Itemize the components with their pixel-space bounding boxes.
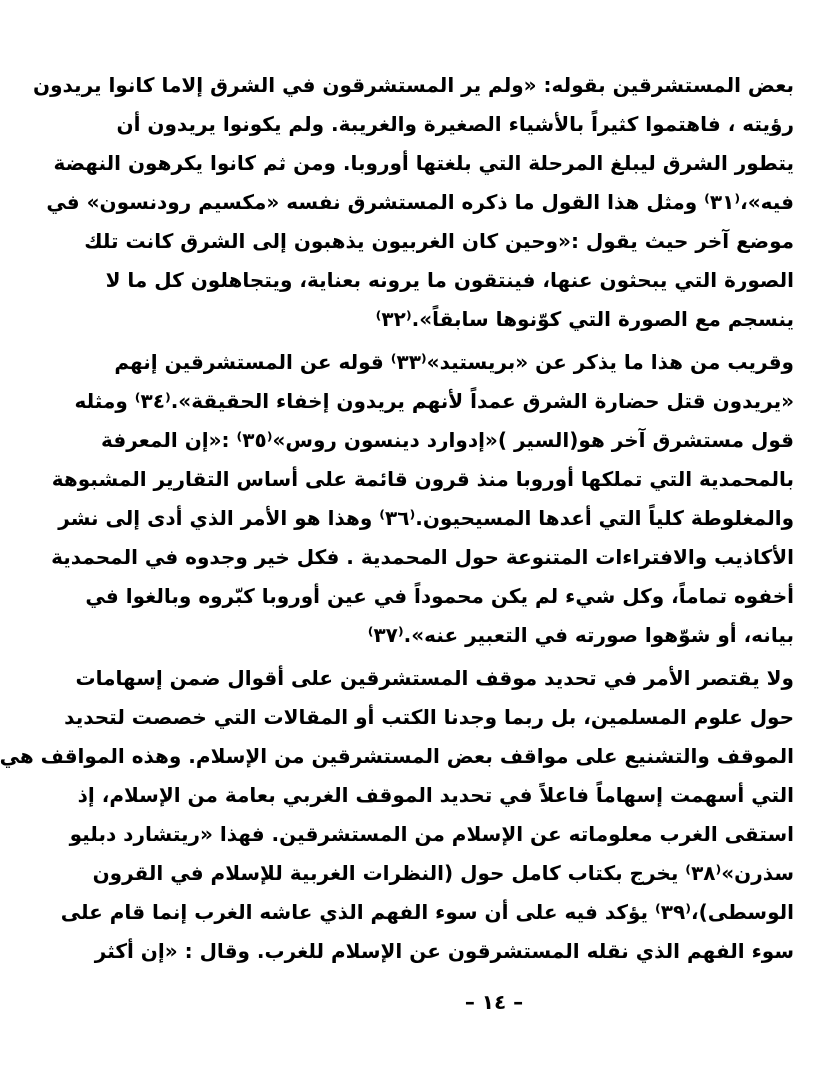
text-line: أخفوه تماماً، وكل شيء لم يكن محموداً في عين أوروبا كبّروه وبالغوا في [85,584,794,608]
text-line: ينسجم مع الصورة التي كوّنوها سابقاً».⁽٣٢⁾ [375,307,794,331]
text-line: بعض المستشرقين بقوله: «ولم ير المستشرقون في الشرق إلاما كانوا يريدون [33,73,794,97]
text-line: وقريب من هذا ما يذكر عن «بريستيد»⁽٣٣⁾ قوله عن المستشرقين إنهم [114,350,794,374]
text-line: فيه»،⁽٣١⁾ ومثل هذا القول ما ذكره المستشرق نفسه «مكسيم رودنسون» في [46,190,794,214]
paragraph-3 [0,659,794,971]
text-line: استقى الغرب معلوماته عن الإسلام من المستشرقين. فهذا «ريتشارد دبليو [69,822,794,846]
text-line: سذرن»⁽٣٨⁾ يخرج بكتاب كامل حول (النظرات الغربية للإسلام في القرون [92,861,794,885]
text-line: والمغلوطة كلياً التي أعدها المسيحيون.⁽٣٦⁾ وهذا هو الأمر الذي أدى إلى نشر [58,506,794,530]
text-line: التي أسهمت إسهاماً فاعلاً في تحديد الموقف الغربي بعامة من الإسلام، إذ [77,783,794,807]
text-line: بالمحمدية التي تملكها أوروبا منذ قرون قائمة على أساس التقارير المشبوهة [51,467,794,491]
text-line: الأكاذيب والافتراءات المتنوعة حول المحمدية . فكل خير وجدوه في المحمدية [51,545,794,569]
text-line: رؤيته ، فاهتموا كثيراً بالأشياء الصغيرة والغريبة. ولم يكونوا يريدون أن [116,112,794,136]
page-number: – ١٤ – [464,990,524,1014]
text-line: موضع آخر حيث يقول :«وحين كان الغربيون يذهبون إلى الشرق كانت تلك [84,229,794,253]
text-line: ولا يقتصر الأمر في تحديد موقف المستشرقين على أقوال ضمن إسهامات [75,666,794,690]
text-line: حول علوم المسلمين، بل ربما وجدنا الكتب أو المقالات التي خصصت لتحديد [64,705,794,729]
paragraph-2 [51,343,794,655]
text-line: الوسطى)،⁽٣٩⁾ يؤكد فيه على أن سوء الفهم الذي عاشه الغرب إنما قام على [60,900,794,924]
paragraph-1 [33,66,794,339]
text-line: سوء الفهم الذي نقله المستشرقون عن الإسلام للغرب. وقال : «إن أكثر [94,939,794,963]
text-line: «يريدون قتل حضارة الشرق عمداً لأنهم يريدون إخفاء الحقيقة».⁽٣٤⁾ ومثله [74,389,794,413]
text-line: قول مستشرق آخر هو(السير )«إدوارد دينسون روس»⁽٣٥⁾ :«إن المعرفة [101,428,794,452]
text-line: الصورة التي يبحثون عنها، فينتقون ما يرونه بعناية، ويتجاهلون كل ما لا [105,268,794,292]
text-line: بيانه، أو شوّهوا صورته في التعبير عنه».⁽٣٧⁾ [367,623,794,647]
text-line: الموقف والتشنيع على مواقف بعض المستشرقين من الإسلام. وهذه المواقف هي [0,744,794,768]
text-line: يتطور الشرق ليبلغ المرحلة التي بلغتها أوروبا. ومن ثم كانوا يكرهون النهضة [53,151,794,175]
page-body [0,66,794,971]
